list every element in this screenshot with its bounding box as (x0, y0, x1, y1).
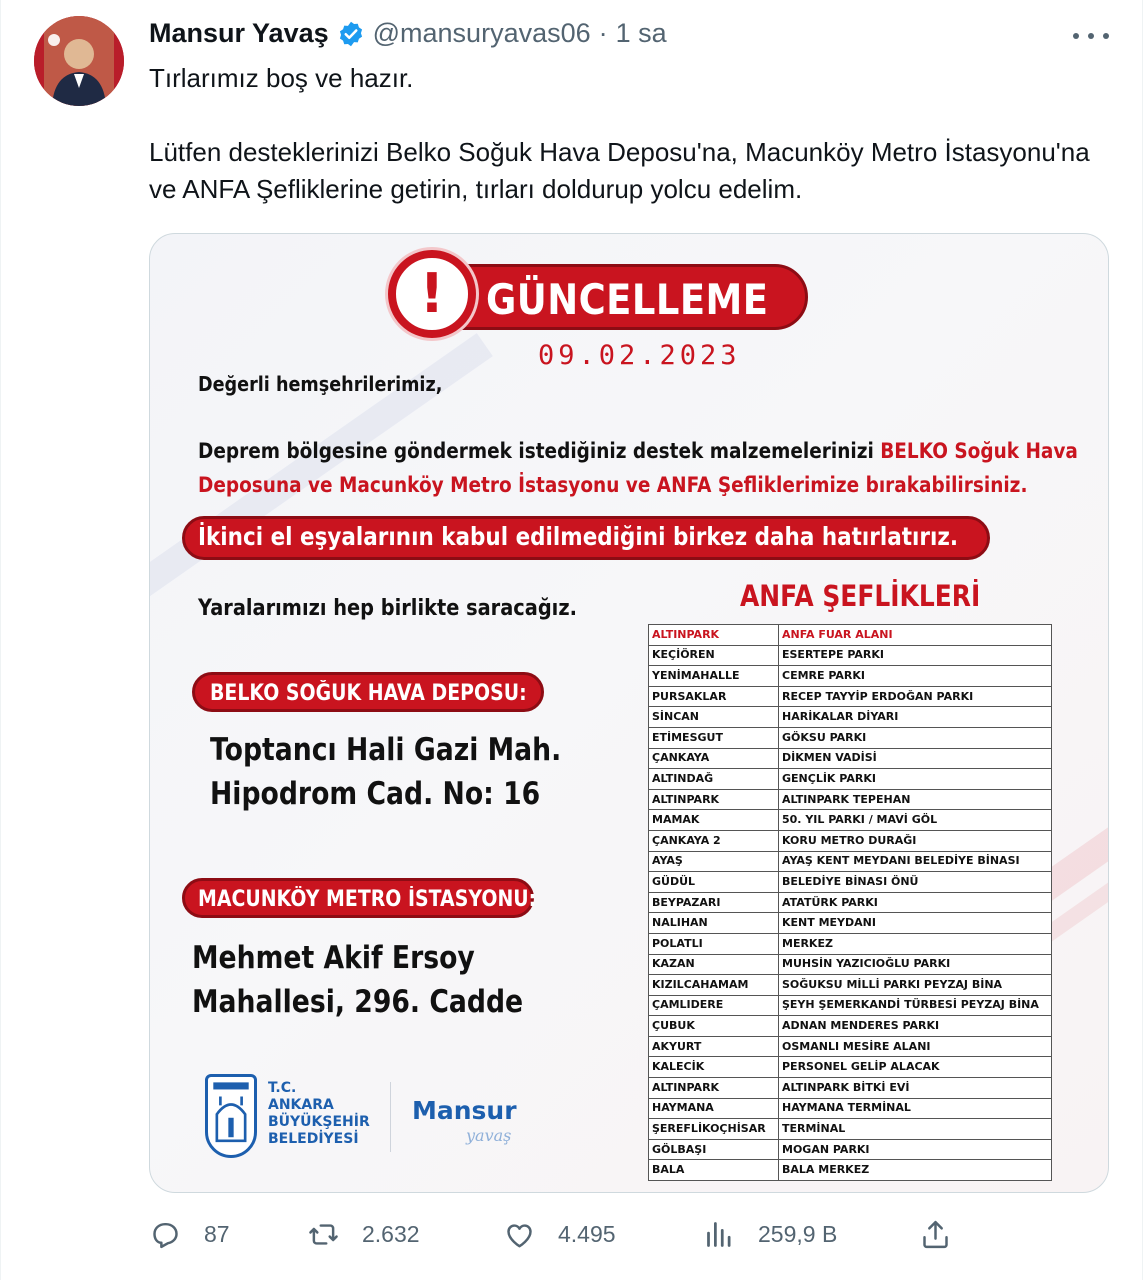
retweet-count: 2.632 (362, 1221, 420, 1247)
anfa-location-cell: 50. YIL PARKI / MAVİ GÖL (779, 810, 1052, 831)
anfa-location-cell: ESERTEPE PARKI (779, 645, 1052, 666)
anfa-table-row (649, 1078, 1052, 1099)
anfa-district-cell: KALECİK (649, 1057, 779, 1078)
warning-text: İkinci el eşyalarının kabul edilmediğini birkez daha hatırlatırız. (198, 522, 959, 551)
belko-address-line: Toptancı Hali Gazi Mah. (210, 732, 562, 768)
announcement-text: Deprem bölgesine göndermek istediğiniz destek malzemelerinizi (198, 439, 881, 463)
handle[interactable]: @mansuryavas06 (372, 18, 591, 48)
mansur-logo-script: yavaş (466, 1126, 512, 1145)
anfa-location-cell: MOGAN PARKI (779, 1139, 1052, 1160)
retweet-button[interactable] (307, 1218, 420, 1251)
anfa-table-row (649, 1139, 1052, 1160)
like-count: 4.495 (558, 1221, 616, 1247)
anfa-district-cell: ALTINPARK (649, 625, 779, 646)
reply-count: 87 (204, 1221, 230, 1247)
anfa-district-cell: POLATLI (649, 933, 779, 954)
anfa-district-cell: BEYPAZARI (649, 892, 779, 913)
more-dot (1088, 33, 1094, 39)
anfa-table-row (649, 1036, 1052, 1057)
anfa-location-cell: MUHSİN YAZICIOĞLU PARKI (779, 954, 1052, 975)
anfa-district-cell: KAZAN (649, 954, 779, 975)
anfa-district-cell: SİNCAN (649, 707, 779, 728)
anfa-location-cell: TERMİNAL (779, 1119, 1052, 1140)
announcement-highlight: Deposuna ve Macunköy Metro İstasyonu ve ANFA Şefliklerimize bırakabilirsiniz. (198, 473, 1028, 497)
views-button[interactable] (703, 1218, 837, 1251)
anfa-table-row (649, 1016, 1052, 1037)
announcement-highlight: BELKO Soğuk Hava (880, 439, 1078, 463)
anfa-location-cell: HARİKALAR DİYARI (779, 707, 1052, 728)
anfa-district-cell: ÇUBUK (649, 1016, 779, 1037)
share-icon (919, 1218, 952, 1251)
macunkoy-address-line: Mahallesi, 296. Cadde (192, 984, 524, 1020)
anfa-table-row (649, 727, 1052, 748)
tweet-image[interactable] (149, 233, 1109, 1193)
mansur-logo: Mansur (412, 1096, 517, 1125)
update-banner-text: GÜNCELLEME (486, 275, 769, 324)
anfa-location-cell: AYAŞ KENT MEYDANI BELEDİYE BİNASI (779, 851, 1052, 872)
anfa-title: ANFA ŞEFLİKLERİ (740, 579, 981, 613)
anfa-district-cell: MAMAK (649, 810, 779, 831)
anfa-table-row (649, 913, 1052, 934)
anfa-district-cell: NALIHAN (649, 913, 779, 934)
anfa-table-row (649, 789, 1052, 810)
anfa-table-row (649, 645, 1052, 666)
anfa-table-row (649, 1098, 1052, 1119)
anfa-district-cell: PURSAKLAR (649, 686, 779, 707)
anfa-table-row (649, 872, 1052, 893)
anfa-district-cell: KEÇİÖREN (649, 645, 779, 666)
more-icon[interactable] (1073, 26, 1109, 46)
exclamation-mark: ! (419, 262, 445, 325)
announcement-paragraph (198, 434, 1078, 502)
together-text: Yaralarımızı hep birlikte saracağız. (198, 596, 577, 621)
anfa-table-row (649, 975, 1052, 996)
verified-badge-icon (337, 20, 365, 48)
belko-title: BELKO SOĞUK HAVA DEPOSU: (210, 681, 527, 706)
anfa-district-cell: HAYMANA (649, 1098, 779, 1119)
display-name[interactable]: Mansur Yavaş (149, 18, 329, 48)
anfa-district-cell: YENİMAHALLE (649, 666, 779, 687)
ankara-bb-logo-text: T.C. ANKARA BÜYÜKŞEHİR BELEDİYESİ (268, 1080, 370, 1147)
anfa-location-cell: PERSONEL GELİP ALACAK (779, 1057, 1052, 1078)
anfa-table-row (649, 892, 1052, 913)
anfa-location-cell: MERKEZ (779, 933, 1052, 954)
anfa-location-cell: GÖKSU PARKI (779, 727, 1052, 748)
share-button[interactable] (919, 1218, 974, 1251)
retweet-icon (307, 1218, 340, 1251)
anfa-location-cell: ŞEYH ŞEMERKANDİ TÜRBESİ PEYZAJ BİNA (779, 995, 1052, 1016)
anfa-table-row (649, 810, 1052, 831)
like-button[interactable] (503, 1218, 616, 1251)
tweet-text: Tırlarımız boş ve hazır. Lütfen desteklerinizi Belko Soğuk Hava Deposu'na, Macunköy Metro İstasyonu'na ve ANFA Şefliklerine getirin, tırları doldurup yolcu edelim. (149, 63, 1090, 204)
anfa-district-cell: AYAŞ (649, 851, 779, 872)
logo-divider (390, 1082, 391, 1152)
anfa-location-cell: ANFA FUAR ALANI (779, 625, 1052, 646)
anfa-district-cell: ETİMESGUT (649, 727, 779, 748)
macunkoy-title: MACUNKÖY METRO İSTASYONU: (198, 887, 537, 912)
anfa-location-cell: BELEDİYE BİNASI ÖNÜ (779, 872, 1052, 893)
reply-button[interactable] (149, 1218, 230, 1251)
anfa-location-cell: KENT MEYDANI (779, 913, 1052, 934)
anfa-table-row (649, 686, 1052, 707)
update-date: 09.02.2023 (538, 340, 741, 371)
alert-icon (388, 250, 476, 338)
anfa-table-row (649, 1057, 1052, 1078)
anfa-location-cell: SOĞUKSU MİLLİ PARKI PEYZAJ BİNA (779, 975, 1052, 996)
anfa-district-cell: ALTINPARK (649, 1078, 779, 1099)
belko-address (210, 728, 561, 816)
anfa-table-row (649, 1160, 1052, 1181)
anfa-table-row (649, 933, 1052, 954)
anfa-district-cell: ÇAMLIDERE (649, 995, 779, 1016)
separator-dot: · (598, 18, 608, 48)
more-dot (1103, 33, 1109, 39)
anfa-table-row (649, 748, 1052, 769)
views-icon (703, 1218, 736, 1251)
anfa-table-row (649, 707, 1052, 728)
macunkoy-address-line: Mehmet Akif Ersoy (192, 940, 475, 976)
anfa-district-cell: ŞEREFLİKOÇHİSAR (649, 1119, 779, 1140)
anfa-table-row (649, 851, 1052, 872)
anfa-table-row (649, 830, 1052, 851)
belko-address-line: Hipodrom Cad. No: 16 (210, 776, 541, 812)
anfa-location-cell: RECEP TAYYİP ERDOĞAN PARKI (779, 686, 1052, 707)
anfa-location-cell: CEMRE PARKI (779, 666, 1052, 687)
anfa-table-row (649, 666, 1052, 687)
anfa-table-row (649, 1119, 1052, 1140)
timestamp[interactable]: 1 sa (615, 18, 667, 48)
macunkoy-address (192, 936, 523, 1024)
anfa-location-cell: KORU METRO DURAĞI (779, 830, 1052, 851)
anfa-table-row (649, 769, 1052, 790)
anfa-district-cell: BALA (649, 1160, 779, 1181)
anfa-location-cell: GENÇLİK PARKI (779, 769, 1052, 790)
anfa-district-cell: ÇANKAYA (649, 748, 779, 769)
anfa-location-cell: ALTINPARK BİTKİ EVİ (779, 1078, 1052, 1099)
ankara-bb-logo (205, 1074, 257, 1158)
tweet-actions (149, 1218, 969, 1258)
anfa-location-cell: HAYMANA TERMİNAL (779, 1098, 1052, 1119)
avatar-photo (34, 16, 124, 106)
anfa-district-cell: GÖLBAŞI (649, 1139, 779, 1160)
anfa-location-cell: OSMANLI MESİRE ALANI (779, 1036, 1052, 1057)
reply-icon (149, 1218, 182, 1251)
anfa-table-row (649, 625, 1052, 646)
anfa-location-cell: ATATÜRK PARKI (779, 892, 1052, 913)
anfa-district-cell: ALTINPARK (649, 789, 779, 810)
anfa-table-row (649, 954, 1052, 975)
tweet-header (149, 18, 667, 49)
like-icon (503, 1218, 536, 1251)
anfa-table-row (649, 995, 1052, 1016)
greeting: Değerli hemşehrilerimiz, (198, 372, 443, 396)
anfa-district-cell: ALTINDAĞ (649, 769, 779, 790)
views-count: 259,9 B (758, 1221, 838, 1247)
more-dot (1073, 33, 1079, 39)
anfa-location-cell: DİKMEN VADİSİ (779, 748, 1052, 769)
anfa-location-cell: ADNAN MENDERES PARKI (779, 1016, 1052, 1037)
anfa-location-cell: BALA MERKEZ (779, 1160, 1052, 1181)
anfa-district-cell: KIZILCAHAMAM (649, 975, 779, 996)
anfa-location-cell: ALTINPARK TEPEHAN (779, 789, 1052, 810)
anfa-district-cell: ÇANKAYA 2 (649, 830, 779, 851)
anfa-district-cell: GÜDÜL (649, 872, 779, 893)
anfa-district-cell: AKYURT (649, 1036, 779, 1057)
anfa-table (648, 624, 1052, 1181)
avatar[interactable] (34, 16, 124, 106)
